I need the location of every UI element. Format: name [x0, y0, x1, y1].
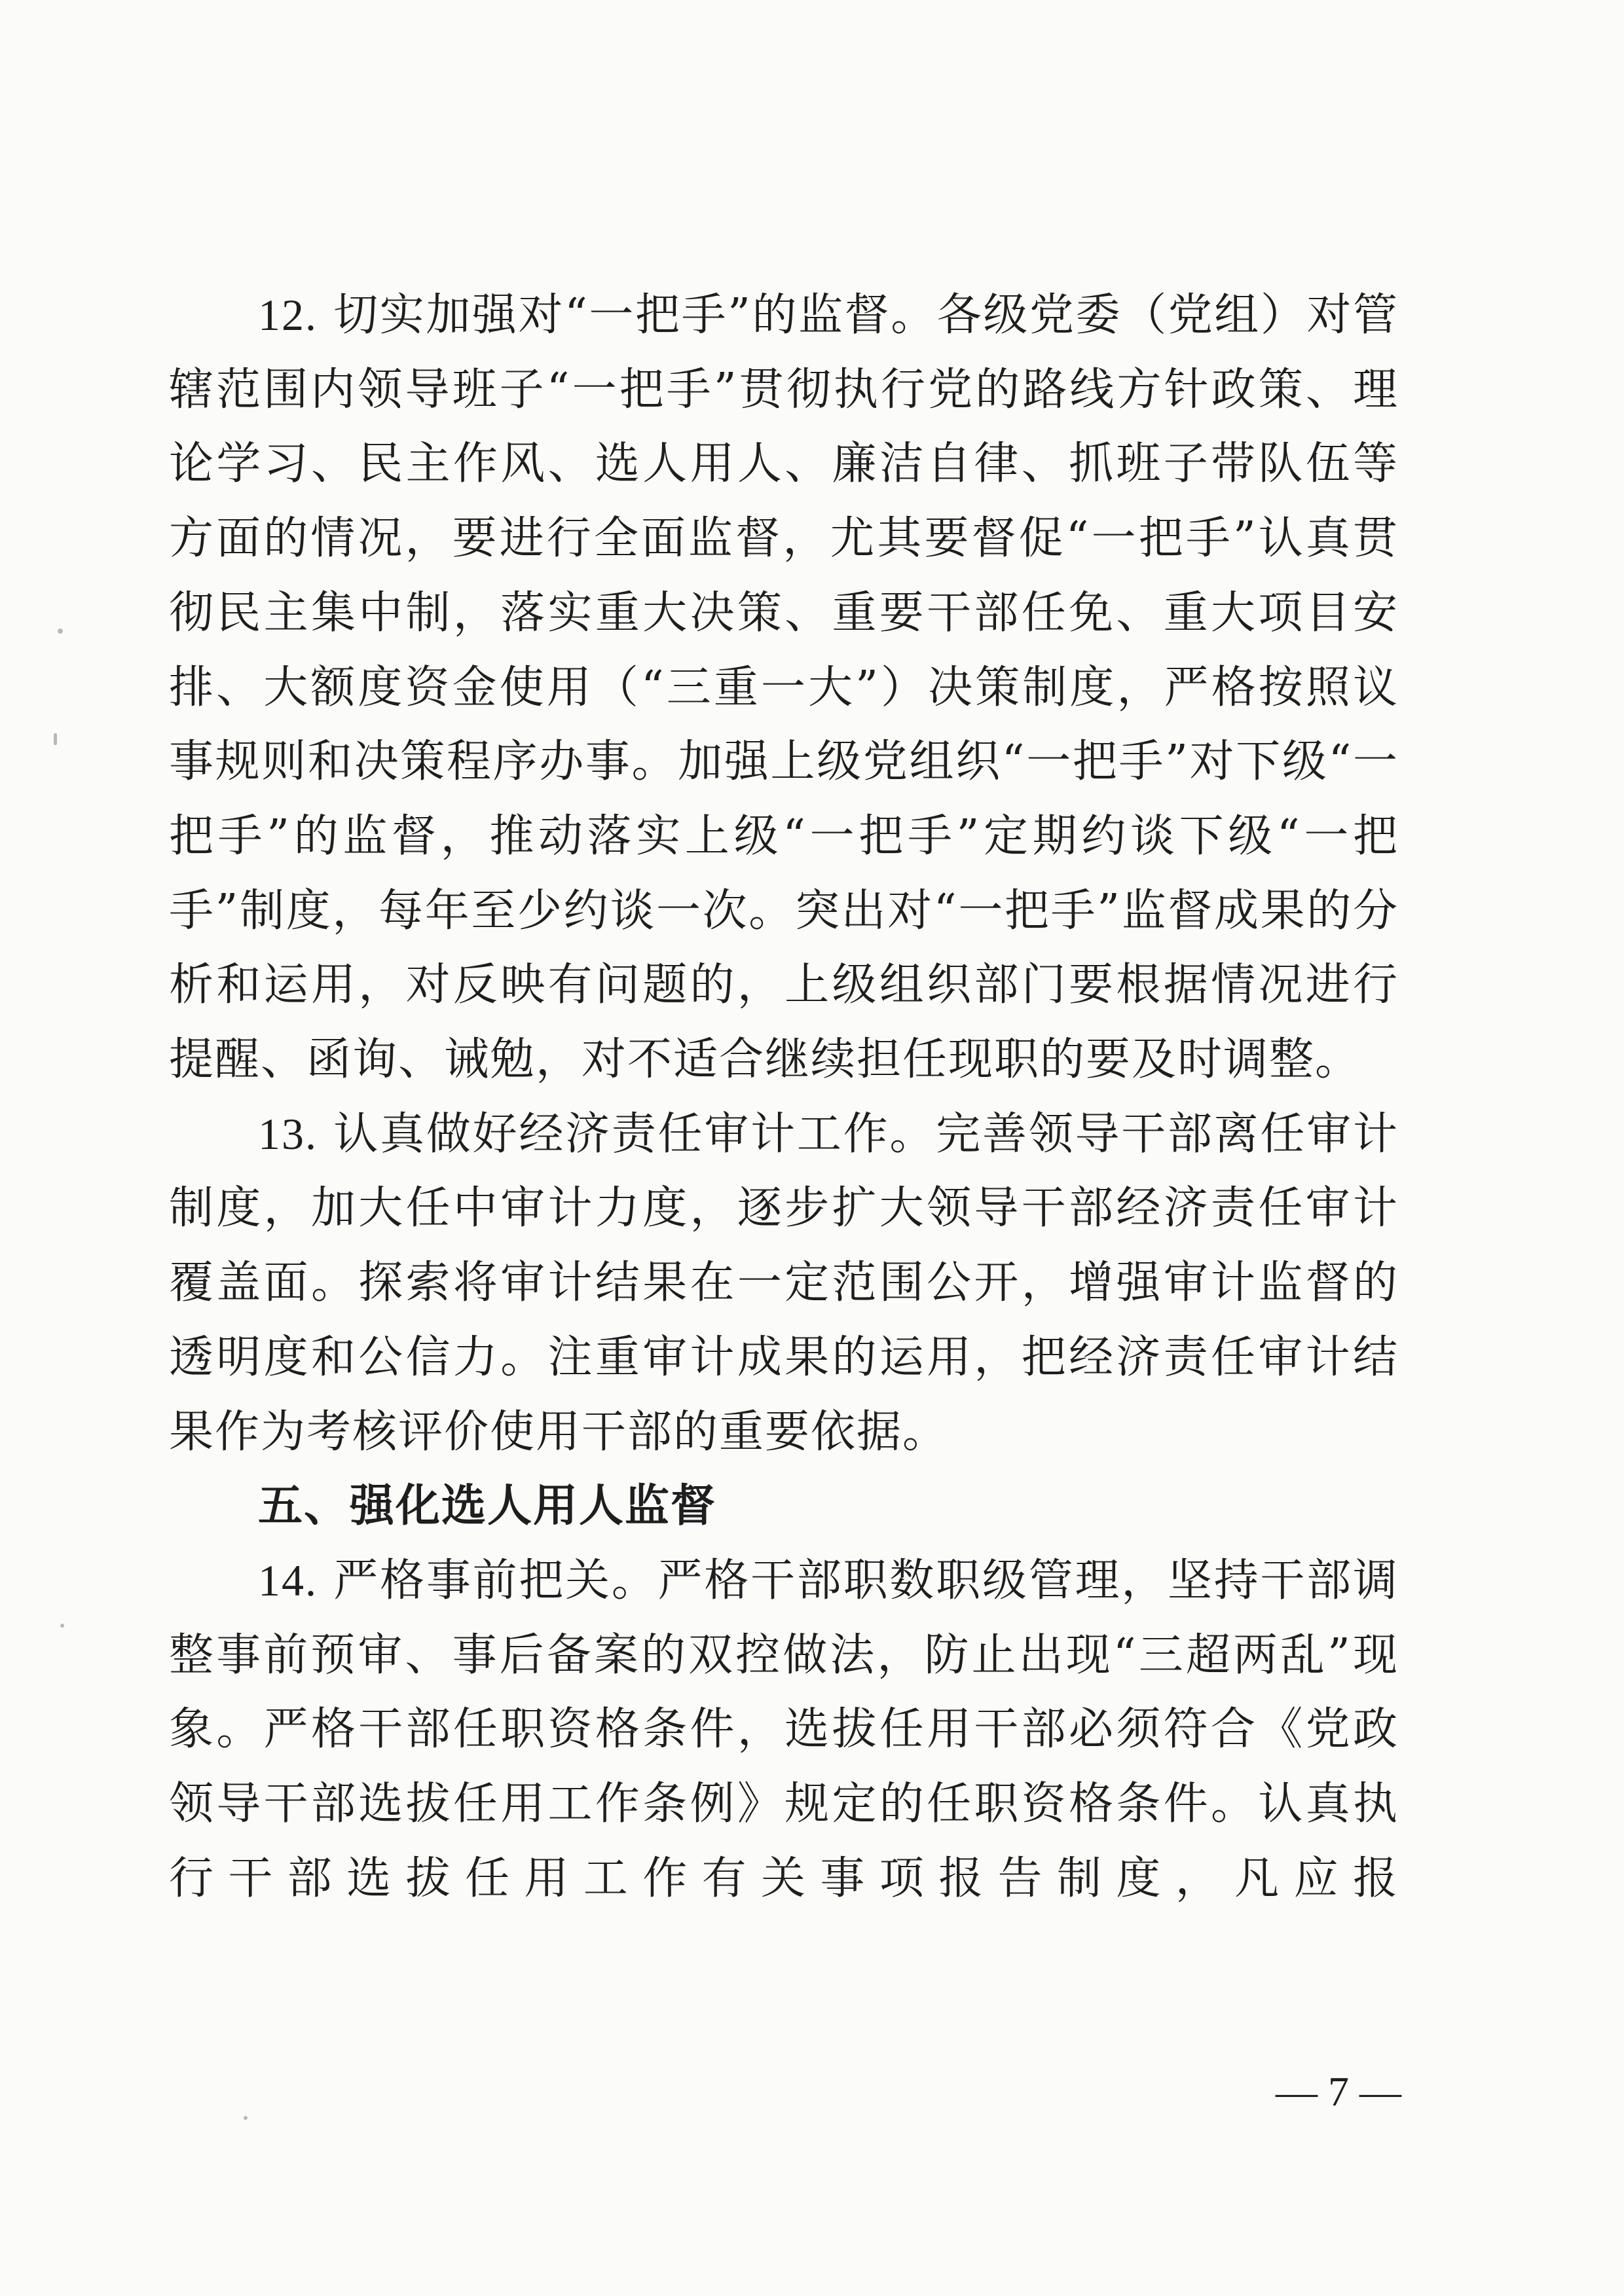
page-number: — 7 —: [1276, 2068, 1401, 2115]
section-13-body: 完善领导干部离任审计制度，加大任中审计力度，逐步扩大领导干部经济责任审计覆盖面。探索将审计结果在一定范围公开，增强审计监督的透明度和公信力。注重审计成果的运用，把经济责任审计结果作为考核评价使用干部的重要依据。: [169, 1108, 1399, 1458]
section-14-lead: 严格事前把关。: [333, 1554, 658, 1607]
section-13-lead: 认真做好经济责任审计工作。: [333, 1108, 936, 1160]
section-13-paragraph: [169, 1097, 1399, 1470]
section-14-paragraph: [169, 1544, 1399, 1916]
section-heading-5: 五、强化选人用人监督: [258, 1480, 717, 1533]
section-12-paragraph: [169, 278, 1399, 1097]
section-12-number: 12.: [258, 290, 318, 340]
scan-speck: [58, 629, 63, 634]
scan-speck: [244, 2116, 248, 2120]
document-body: [169, 278, 1399, 1916]
section-13-number: 13.: [258, 1108, 318, 1159]
scan-speck: [60, 1624, 64, 1628]
section-14-body: 严格干部职数职级管理，坚持干部调整事前预审、事后备案的双控做法，防止出现“三超两乱”现象。严格干部任职资格条件，选拔任用干部必须符合《党政领导干部选拔任用工作条例》规定的任职资格条件。认真执行干部选拔任用工作有关事项报告制度，凡应报: [169, 1554, 1399, 1904]
section-12-lead: 切实加强对“一把手”的监督。: [333, 289, 937, 341]
section-14-number: 14.: [258, 1555, 318, 1605]
section-12-body: 各级党委（党组）对管辖范围内领导班子“一把手”贯彻执行党的路线方针政策、理论学习、民主作风、选人用人、廉洁自律、抓班子带队伍等方面的情况，要进行全面监督，尤其要督促“一把手”认真贯彻民主集中制，落实重大决策、重要干部任免、重大项目安排、大额度资金使用（“三重一大”）决策制度，严格按照议事规则和决策程序办事。加强上级党组织“一把手”对下级“一把手”的监督，推动落实上级“一把手”定期约谈下级“一把手”制度，每年至少约谈一次。突出对“一把手”监督成果的分析和运用，对反映有问题的，上级组织部门要根据情况进行提醒、函询、诫勉，对不适合继续担任现职的要及时调整。: [169, 289, 1399, 1086]
scan-speck: [54, 733, 57, 745]
